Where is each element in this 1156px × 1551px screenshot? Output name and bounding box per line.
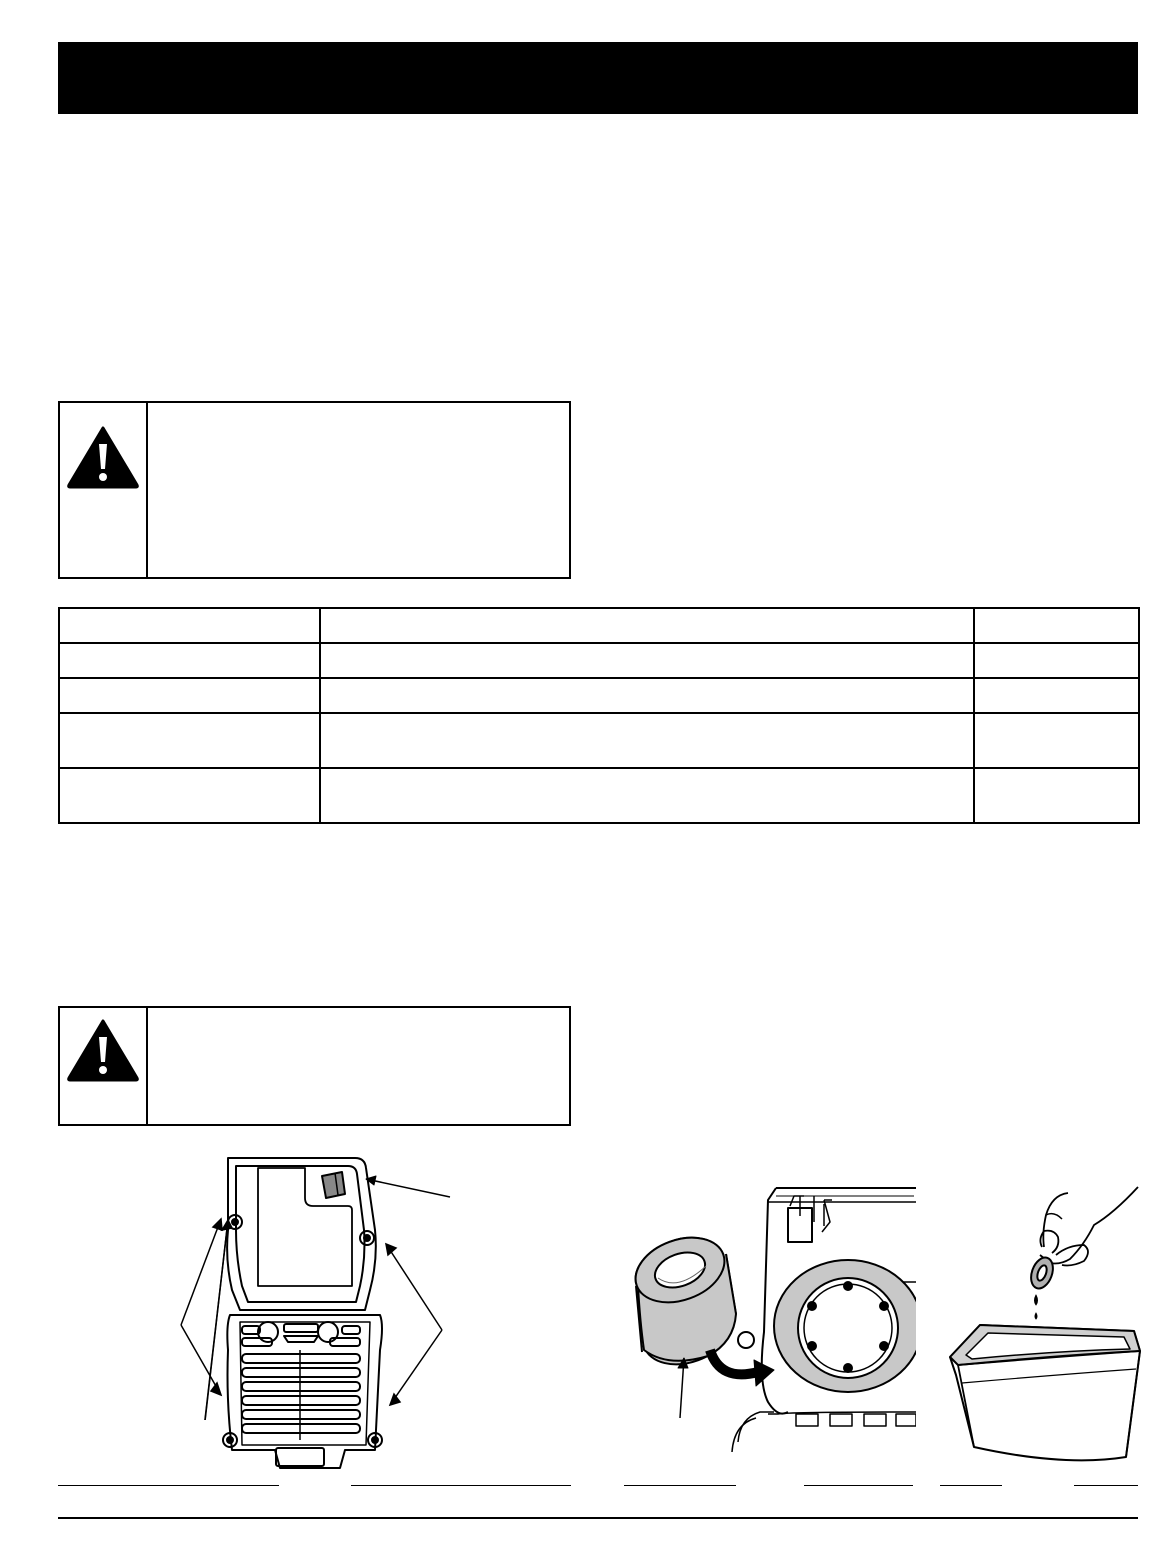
section-header-bar [58, 42, 1138, 114]
table-row [59, 713, 1139, 768]
caption-rule [1074, 1485, 1138, 1486]
foam-filter-element-illustration [628, 1182, 916, 1452]
table-row [59, 608, 1139, 643]
warning-text-1 [148, 403, 569, 577]
caption-rule [624, 1485, 736, 1486]
caption-rule [804, 1485, 913, 1486]
table-row [59, 643, 1139, 678]
warning-triangle-icon [66, 425, 140, 489]
caption-rule [940, 1485, 1002, 1486]
caption-rule [351, 1485, 571, 1486]
warning-text-2 [148, 1008, 569, 1124]
table-row [59, 768, 1139, 823]
footer-rule [58, 1517, 1138, 1519]
warning-box-1 [58, 401, 571, 579]
table-row [59, 678, 1139, 713]
caption-rule [58, 1485, 279, 1486]
maintenance-schedule-table [58, 607, 1140, 824]
warning-box-2 [58, 1006, 571, 1126]
warning-triangle-icon [66, 1018, 140, 1082]
leader-arrow-right-pair [380, 1240, 450, 1410]
leader-arrow-left-pair [175, 1215, 225, 1415]
oiling-filter-illustration [944, 1185, 1144, 1470]
